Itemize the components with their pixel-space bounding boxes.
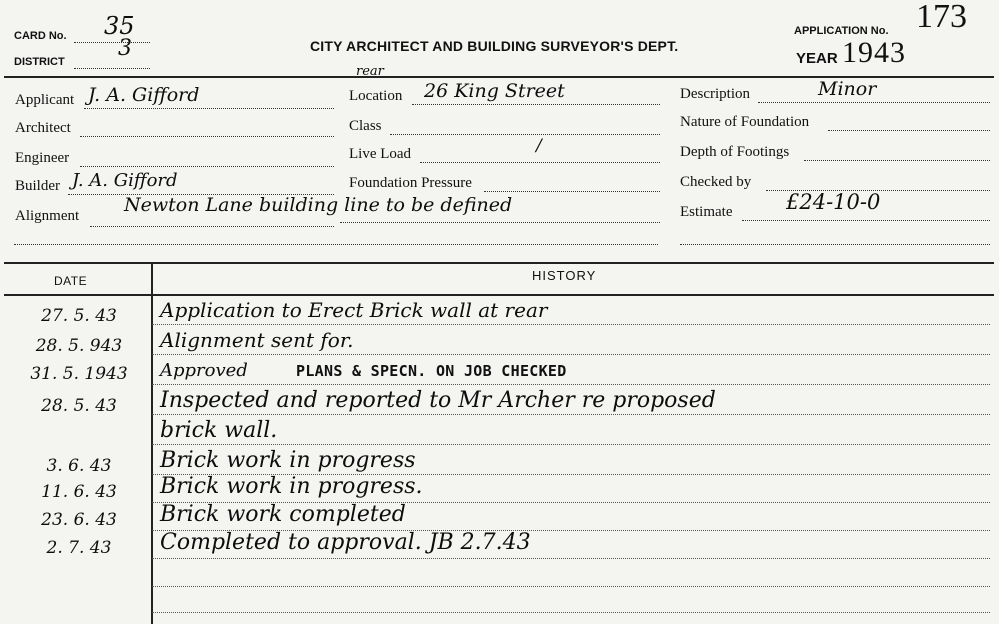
foundation-pressure-line	[484, 191, 660, 192]
location-label: Location	[349, 88, 403, 104]
nature-of-foundation-line	[828, 130, 990, 131]
date-column-header: DATE	[54, 274, 88, 288]
foundation-pressure-label: Foundation Pressure	[349, 175, 472, 191]
year-value: 1943	[842, 36, 906, 69]
alignment-line-2	[14, 244, 658, 245]
table-row-history: Application to Erect Brick wall at rear	[160, 298, 548, 322]
estimate-line	[742, 220, 990, 221]
engineer-label: Engineer	[15, 150, 70, 166]
engineer-line	[80, 166, 334, 167]
right-extra-line	[680, 244, 990, 245]
alignment-label: Alignment	[15, 208, 80, 224]
alignment-line	[90, 226, 334, 227]
table-row-date: 3. 6. 43	[46, 456, 112, 476]
card-no-value: 35	[104, 12, 135, 40]
applicant-label: Applicant	[15, 92, 75, 108]
table-row-history: Completed to approval. JB 2.7.43	[160, 530, 531, 555]
checked-by-label: Checked by	[680, 174, 752, 190]
location-line	[412, 104, 660, 105]
history-column-header: HISTORY	[532, 268, 597, 283]
estimate-value: £24-10-0	[786, 190, 881, 214]
table-row-history: Approved	[160, 360, 248, 381]
description-value: Minor	[818, 78, 877, 100]
alignment-value: Newton Lane building line to be defined	[124, 194, 513, 216]
history-rule	[152, 354, 990, 355]
architect-label: Architect	[15, 120, 71, 136]
history-rule	[152, 384, 990, 385]
card-no-label: CARD No.	[14, 30, 67, 42]
live-load-label: Live Load	[349, 146, 412, 162]
table-row-history: Brick work in progress.	[160, 474, 423, 499]
class-label: Class	[349, 118, 382, 134]
depth-of-footings-label: Depth of Footings	[680, 144, 790, 160]
description-line	[758, 102, 990, 103]
card-no-line	[74, 42, 150, 43]
table-row-date: 11. 6. 43	[41, 482, 117, 502]
nature-of-foundation-label: Nature of Foundation	[680, 114, 810, 130]
approval-stamp: PLANS & SPECN. ON JOB CHECKED	[296, 362, 567, 380]
year-label: YEAR	[796, 50, 838, 67]
history-rule	[152, 444, 990, 445]
location-value: 26 King Street	[424, 80, 565, 102]
district-label: DISTRICT	[14, 56, 65, 68]
class-line	[390, 134, 660, 135]
table-row-history: Brick work in progress	[160, 448, 416, 473]
table-row-history: Brick work completed	[160, 502, 406, 527]
live-load-line	[420, 162, 660, 163]
history-rule	[152, 586, 990, 587]
table-row-date: 27. 5. 43	[41, 306, 117, 326]
application-no-value: 173	[916, 0, 967, 35]
architect-line	[80, 136, 334, 137]
history-rule	[152, 612, 990, 613]
department-title: CITY ARCHITECT AND BUILDING SURVEYOR'S DEPT.	[310, 38, 679, 54]
middle-extra-line	[340, 222, 660, 223]
district-line	[74, 68, 150, 69]
history-rule	[152, 414, 990, 415]
table-row-date: 31. 5. 1943	[30, 364, 128, 384]
table-row-date: 28. 5. 43	[41, 396, 117, 416]
table-row-history: Inspected and reported to Mr Archer re proposed	[160, 388, 716, 413]
builder-value: J. A. Gifford	[72, 170, 178, 191]
history-rule	[152, 558, 990, 559]
history-rule	[152, 324, 990, 325]
table-row-date: 23. 6. 43	[41, 510, 117, 530]
district-value: 3	[118, 36, 132, 61]
column-divider	[151, 262, 153, 624]
table-row-date: 28. 5. 943	[35, 336, 123, 356]
applicant-line	[84, 108, 334, 109]
table-row-history: brick wall.	[160, 418, 278, 443]
live-load-value: /	[536, 136, 542, 156]
location-annotation: rear	[356, 64, 384, 79]
builder-label: Builder	[15, 178, 60, 194]
application-no-label: APPLICATION No.	[794, 25, 889, 37]
depth-of-footings-line	[804, 160, 990, 161]
estimate-label: Estimate	[680, 204, 733, 220]
description-label: Description	[680, 86, 750, 102]
table-row-history: Alignment sent for.	[160, 328, 354, 352]
table-row-date: 2. 7. 43	[46, 538, 112, 558]
applicant-value: J. A. Gifford	[88, 84, 200, 106]
